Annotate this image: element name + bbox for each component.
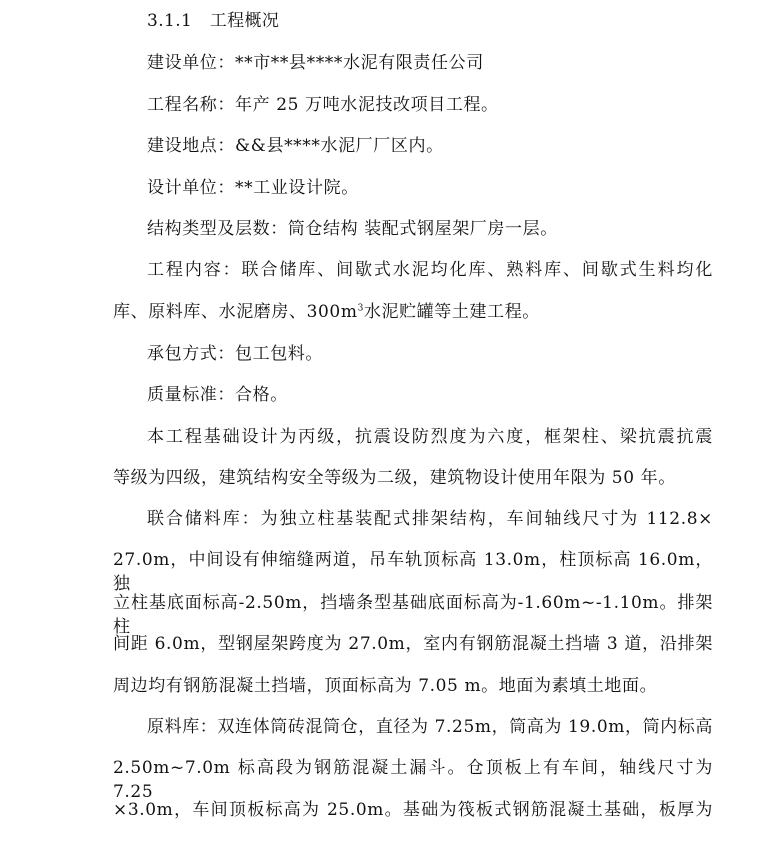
paragraph-line: ×3.0m，车间顶板标高为 25.0m。基础为筏板式钢筋混凝土基础，板厚为 xyxy=(113,800,713,820)
paragraph-line: 2.50m~7.0m 标高段为钢筋混凝土漏斗。仓顶板上有车间，轴线尺寸为 7.25 xyxy=(113,758,713,802)
paragraph-line: 间距 6.0m，型钢屋架跨度为 27.0m，室内有钢筋混凝土挡墙 3 道，沿排架 xyxy=(113,634,713,654)
paragraph-line: 设计单位：**工业设计院。 xyxy=(147,178,359,198)
paragraph-line xyxy=(113,300,713,324)
paragraph-line: 原料库：双连体筒砖混筒仓，直径为 7.25m，筒高为 19.0m，筒内标高 xyxy=(147,717,713,737)
text-run: 库、原料库、水泥磨房、300m xyxy=(113,302,358,322)
paragraph-line: 结构类型及层数：筒仓结构 装配式钢屋架厂房一层。 xyxy=(147,219,558,239)
paragraph-line: 立柱基底面标高-2.50m，挡墙条型基础底面标高为-1.60m~-1.10m。排架柱 xyxy=(113,593,713,637)
paragraph-line: 联合储料库：为独立柱基装配式排架结构，车间轴线尺寸为 112.8× xyxy=(147,509,713,529)
paragraph-line: 建设单位：**市**县****水泥有限责任公司 xyxy=(147,53,484,73)
paragraph-line: 27.0m，中间设有伸缩缝两道，吊车轨顶标高 13.0m，柱顶标高 16.0m，独 xyxy=(113,550,713,594)
paragraph-line: 周边均有钢筋混凝土挡墙，顶面标高为 7.05 m。地面为素填土地面。 xyxy=(113,676,658,696)
paragraph-line: 建设地点：&&县****水泥厂厂区内。 xyxy=(147,136,444,156)
section-title: 工程概况 xyxy=(209,11,280,31)
paragraph-line: 承包方式：包工包料。 xyxy=(147,344,323,364)
paragraph-line: 本工程基础设计为丙级，抗震设防烈度为六度，框架柱、梁抗震抗震 xyxy=(147,427,713,447)
paragraph-line: 工程内容：联合储库、间歇式水泥均化库、熟料库、间歇式生料均化 xyxy=(147,260,713,280)
section-heading xyxy=(147,9,713,33)
paragraph-line: 工程名称：年产 25 万吨水泥技改项目工程。 xyxy=(147,95,499,115)
paragraph-line: 等级为四级，建筑结构安全等级为二级，建筑物设计使用年限为 50 年。 xyxy=(113,468,676,488)
superscript: 3 xyxy=(357,303,364,314)
section-number: 3.1.1 xyxy=(147,11,193,31)
text-run: 水泥贮罐等土建工程。 xyxy=(363,302,540,322)
paragraph-line: 质量标准：合格。 xyxy=(147,385,288,405)
